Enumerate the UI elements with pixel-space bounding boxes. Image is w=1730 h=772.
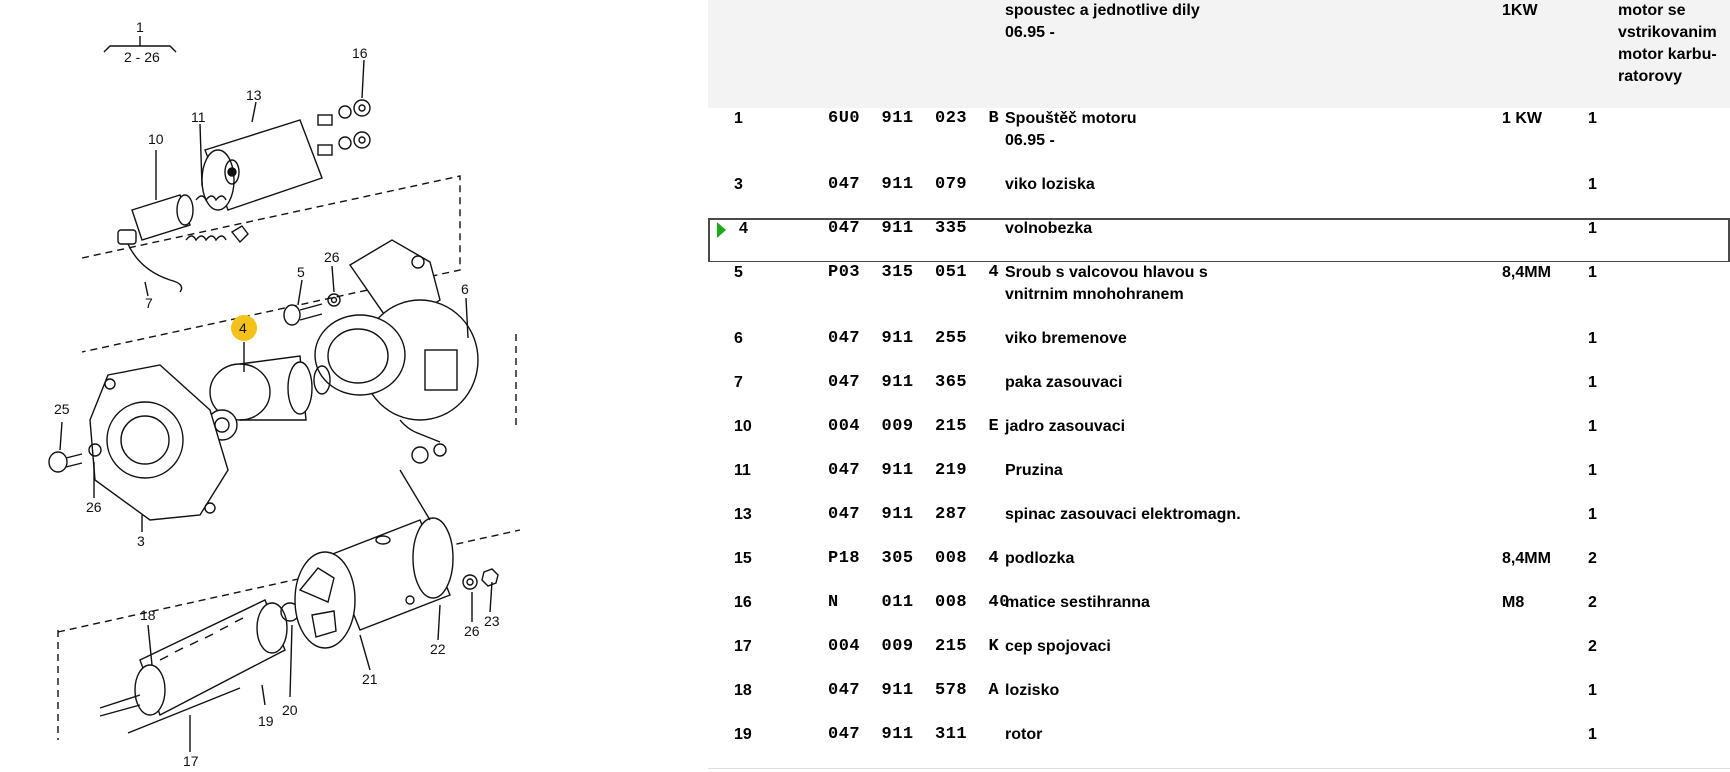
table-row-selected[interactable] (708, 218, 1730, 263)
callout-label[interactable]: 3 (137, 533, 145, 549)
position-cell: 17 (734, 638, 752, 655)
position-cell: 16 (734, 594, 752, 611)
table-row[interactable] (708, 636, 1730, 681)
quantity-cell: 2 (1588, 638, 1597, 655)
part-number-cell: 6U0 911 023 B (828, 109, 1000, 128)
quantity-cell: 1 (1588, 330, 1597, 347)
callout-label[interactable]: 26 (464, 623, 480, 639)
description-line: volnobezka (1005, 220, 1093, 237)
description-cell (1005, 504, 1455, 526)
end-plate-3 (49, 365, 228, 520)
quantity-cell: 1 (1588, 418, 1597, 435)
description-cell (1005, 460, 1455, 482)
description-line: viko loziska (1005, 176, 1095, 193)
solenoid-13 (202, 100, 370, 210)
position-cell: 7 (734, 374, 743, 391)
stator-22 (295, 470, 453, 648)
callout-label[interactable]: 17 (183, 753, 199, 769)
header-desc-line: 06.95 - (1005, 24, 1055, 41)
part-number-cell: N 011 008 40 (828, 593, 1010, 612)
callout-label: 1 (136, 19, 144, 35)
nut-23 (463, 569, 498, 589)
description-cell (1005, 724, 1455, 746)
exploded-view-drawing (0, 0, 700, 772)
callout-label[interactable]: 6 (461, 281, 469, 297)
callout-label[interactable]: 19 (258, 713, 274, 729)
description-line: podlozka (1005, 550, 1075, 567)
description-cell (1005, 218, 1455, 240)
table-row[interactable] (708, 372, 1730, 417)
parts-diagram (0, 0, 700, 772)
description-line: vnitrnim mnohohranem (1005, 286, 1184, 303)
part-number-cell: 004 009 215 K (828, 637, 1000, 656)
part-number-cell: P18 305 008 4 (828, 549, 1000, 568)
description-line: matice sestihranna (1005, 594, 1150, 611)
header-desc-line: spoustec a jednotlive dily (1005, 2, 1200, 19)
description-line: Pruzina (1005, 462, 1063, 479)
description-line: Spouštěč motoru (1005, 110, 1137, 127)
part-number-cell: 004 009 215 E (828, 417, 1000, 436)
description-cell (1005, 262, 1455, 306)
part-number-cell: 047 911 255 (828, 329, 968, 348)
callout-label[interactable]: 23 (484, 613, 500, 629)
position-cell: 15 (734, 550, 752, 567)
header-remark: 1KW (1502, 2, 1538, 19)
part-number-cell: 047 911 079 (828, 175, 968, 194)
callout-label: 2 - 26 (124, 49, 160, 65)
description-line: jadro zasouvaci (1005, 418, 1126, 435)
description-cell (1005, 174, 1455, 196)
position-cell: 19 (734, 726, 752, 743)
callout-label[interactable]: 13 (246, 87, 262, 103)
position-cell: 5 (734, 264, 743, 281)
quantity-cell: 1 (1588, 176, 1597, 193)
parts-table (708, 0, 1730, 772)
table-row[interactable] (708, 680, 1730, 725)
position-cell: 4 (739, 220, 748, 237)
description-cell (1005, 636, 1455, 658)
description-cell (1005, 108, 1455, 152)
callout-label[interactable]: 26 (324, 249, 340, 265)
description-cell (1005, 680, 1455, 702)
description-cell (1005, 328, 1455, 350)
quantity-cell: 1 (1588, 682, 1597, 699)
position-cell: 13 (734, 506, 752, 523)
quantity-cell: 1 (1588, 264, 1597, 281)
table-row[interactable] (708, 416, 1730, 461)
callout-label[interactable]: 18 (140, 607, 156, 623)
callout-label[interactable]: 25 (54, 401, 70, 417)
quantity-cell: 2 (1588, 594, 1597, 611)
callout-label[interactable]: 20 (282, 702, 298, 718)
position-cell: 1 (734, 110, 743, 127)
callout-label[interactable]: 22 (430, 641, 446, 657)
callout-label[interactable]: 26 (86, 499, 102, 515)
table-row[interactable] (708, 174, 1730, 219)
position-cell: 18 (734, 682, 752, 699)
description-line: paka zasouvaci (1005, 374, 1123, 391)
quantity-cell: 1 (1588, 506, 1597, 523)
description-cell (1005, 372, 1455, 394)
position-cell: 10 (734, 418, 752, 435)
description-line: rotor (1005, 726, 1043, 743)
table-row[interactable] (708, 548, 1730, 593)
description-line: cep spojovaci (1005, 638, 1111, 655)
part-number-cell: P03 315 051 4 (828, 263, 1000, 282)
description-cell (1005, 548, 1455, 570)
table-row[interactable] (708, 328, 1730, 373)
position-cell: 6 (734, 330, 743, 347)
remark-cell: 1 KW (1502, 110, 1542, 127)
callout-label[interactable]: 21 (362, 671, 378, 687)
part-number-cell: 047 911 287 (828, 505, 968, 524)
selection-arrow-icon (717, 222, 726, 238)
quantity-cell: 2 (1588, 550, 1597, 567)
description-line: Sroub s valcovou hlavou s (1005, 264, 1208, 281)
table-row[interactable] (708, 504, 1730, 549)
description-cell (1005, 416, 1455, 438)
part-number-cell: 047 911 311 (828, 725, 968, 744)
bearing-cover-6 (315, 240, 478, 463)
table-row[interactable] (708, 262, 1730, 329)
description-line: spinac zasouvaci elektromagn. (1005, 506, 1241, 523)
part-number-cell: 047 911 219 (828, 461, 968, 480)
callout-label-highlighted[interactable]: 4 (239, 320, 247, 336)
freewheel-4 (207, 356, 330, 440)
table-row[interactable] (708, 108, 1730, 175)
quantity-cell: 1 (1588, 110, 1597, 127)
header-model: motor se vstrikovanim motor karbu- ratorovy (1618, 2, 1717, 85)
table-row[interactable] (708, 724, 1730, 769)
plunger-10 (118, 195, 193, 292)
position-cell: 3 (734, 176, 743, 193)
part-number-cell: 047 911 578 A (828, 681, 1000, 700)
quantity-cell: 1 (1588, 220, 1597, 237)
table-header (708, 0, 1730, 109)
callout-label[interactable]: 11 (191, 109, 206, 125)
description-line: viko bremenove (1005, 330, 1127, 347)
remark-cell: 8,4MM (1502, 550, 1551, 567)
callout-label[interactable]: 10 (148, 131, 164, 147)
callout-label[interactable]: 5 (297, 264, 305, 280)
description-cell (1005, 592, 1455, 614)
table-row[interactable] (708, 592, 1730, 637)
quantity-cell: 1 (1588, 462, 1597, 479)
table-row[interactable] (708, 460, 1730, 505)
description-line: 06.95 - (1005, 132, 1055, 149)
header-description (1005, 0, 1200, 44)
callout-label[interactable]: 16 (352, 45, 368, 61)
part-number-cell: 047 911 365 (828, 373, 968, 392)
description-line: lozisko (1005, 682, 1060, 699)
callout-label[interactable]: 7 (145, 295, 153, 311)
position-cell: 11 (734, 462, 751, 479)
quantity-cell: 1 (1588, 726, 1597, 743)
remark-cell: 8,4MM (1502, 264, 1551, 281)
remark-cell: M8 (1502, 594, 1525, 611)
quantity-cell: 1 (1588, 374, 1597, 391)
part-number-cell: 047 911 335 (828, 219, 968, 238)
bolt-5 (284, 294, 340, 325)
